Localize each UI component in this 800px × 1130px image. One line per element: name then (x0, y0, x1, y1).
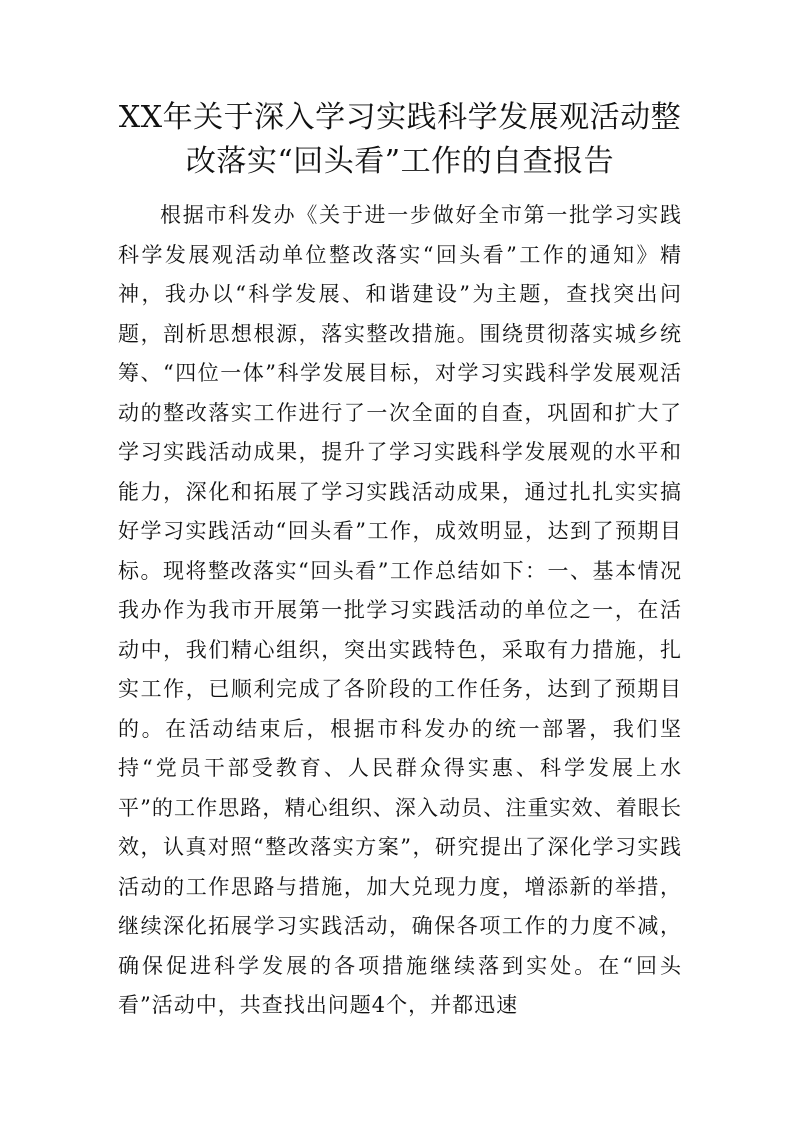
body-paragraph: 根据市科发办《关于进一步做好全市第一批学习实践科学发展观活动单位整改落实“回头看”工作的通知》精神，我办以“科学发展、和谐建设”为主题，查找突出问题，剖析思想根源，落实整改措施。围绕贯彻落实城乡统筹、“四位一体”科学发展目标，对学习实践科学发展观活动的整改落实工作进行了一次全面的自查，巩固和扩大了学习实践活动成果，提升了学习实践科学发展观的水平和能力，深化和拓展了学习实践活动成果，通过扎扎实实搞好学习实践活动“回头看”工作，成效明显，达到了预期目标。现将整改落实“回头看”工作总结如下：一、基本情况我办作为我市开展第一批学习实践活动的单位之一，在活动中，我们精心组织，突出实践特色，采取有力措施，扎实工作，已顺利完成了各阶段的工作任务，达到了预期目的。在活动结束后，根据市科发办的统一部署，我们坚持“党员干部受教育、人民群众得实惠、科学发展上水平”的工作思路，精心组织、深入动员、注重实效、着眼长效，认真对照“整改落实方案”，研究提出了深化学习实践活动的工作思路与措施，加大兑现力度，增添新的举措，继续深化拓展学习实践活动，确保各项工作的力度不减，确保促进科学发展的各项措施继续落到实处。在“回头看”活动中，共查找出问题4个，并都迅速 (118, 203, 682, 1017)
document-title: XX年关于深入学习实践科学发展观活动整改落实“回头看”工作的自查报告 (118, 100, 682, 179)
